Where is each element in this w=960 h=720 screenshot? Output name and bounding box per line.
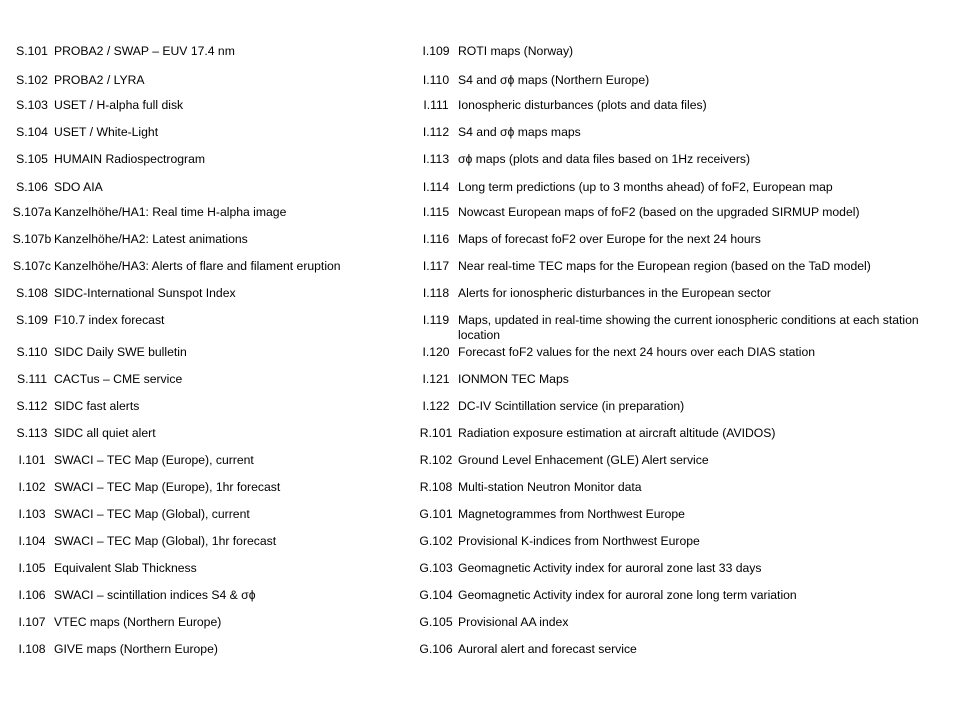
list-item bbox=[10, 561, 410, 576]
list-item bbox=[414, 561, 954, 576]
service-code: I.121 bbox=[422, 372, 450, 386]
service-label: Equivalent Slab Thickness bbox=[54, 561, 197, 575]
service-code: S.112 bbox=[16, 399, 48, 413]
list-item bbox=[414, 426, 954, 441]
service-code: S.113 bbox=[16, 426, 48, 440]
service-label: Nowcast European maps of foF2 (based on the upgraded SIRMUP model) bbox=[458, 205, 860, 219]
service-code: I.118 bbox=[422, 286, 450, 300]
service-code: S.108 bbox=[16, 286, 48, 300]
service-code: G.106 bbox=[419, 642, 453, 656]
service-label: ROTI maps (Norway) bbox=[458, 44, 574, 58]
service-label: Maps of forecast foF2 over Europe for the next 24 hours bbox=[458, 232, 761, 246]
service-label: SWACI – scintillation indices S4 & σϕ bbox=[54, 588, 256, 602]
service-label: Kanzelhöhe/HA3: Alerts of flare and filament eruption bbox=[54, 259, 341, 273]
service-label: S4 and σϕ maps maps bbox=[458, 125, 581, 139]
service-label: Ionospheric disturbances (plots and data files) bbox=[458, 98, 707, 112]
list-item bbox=[414, 588, 954, 603]
service-label: GIVE maps (Northern Europe) bbox=[54, 642, 218, 656]
service-code: S.103 bbox=[16, 98, 48, 112]
service-label: Radiation exposure estimation at aircraft altitude (AVIDOS) bbox=[458, 426, 776, 440]
list-item bbox=[10, 152, 410, 167]
service-code: G.104 bbox=[419, 588, 453, 602]
service-label: SIDC fast alerts bbox=[54, 399, 140, 413]
service-label: Geomagnetic Activity index for auroral zone long term variation bbox=[458, 588, 797, 602]
service-label: Magnetogrammes from Northwest Europe bbox=[458, 507, 685, 521]
list-item bbox=[10, 73, 410, 88]
service-label: SIDC Daily SWE bulletin bbox=[54, 345, 187, 359]
list-item bbox=[10, 205, 410, 220]
service-code: S.104 bbox=[16, 125, 48, 139]
service-code: I.114 bbox=[422, 180, 450, 194]
service-label: SWACI – TEC Map (Europe), 1hr forecast bbox=[54, 480, 281, 494]
service-code: S.110 bbox=[16, 345, 48, 359]
service-code: I.113 bbox=[422, 152, 450, 166]
list-item bbox=[414, 480, 954, 495]
service-label: Forecast foF2 values for the next 24 hours over each DIAS station bbox=[458, 345, 816, 359]
service-code: S.102 bbox=[16, 73, 48, 87]
list-item bbox=[414, 205, 954, 220]
service-code: R.101 bbox=[419, 426, 453, 440]
service-label: HUMAIN Radiospectrogram bbox=[54, 152, 206, 166]
service-code: I.106 bbox=[18, 588, 46, 602]
service-code: I.104 bbox=[18, 534, 46, 548]
list-item bbox=[10, 453, 410, 468]
left-service-list bbox=[10, 38, 410, 657]
list-item bbox=[10, 507, 410, 522]
service-code: I.107 bbox=[18, 615, 46, 629]
service-label: SIDC all quiet alert bbox=[54, 426, 156, 440]
service-label: VTEC maps (Northern Europe) bbox=[54, 615, 222, 629]
service-label: IONMON TEC Maps bbox=[458, 372, 569, 386]
list-item bbox=[10, 259, 410, 274]
service-code: I.103 bbox=[18, 507, 46, 521]
service-label: Geomagnetic Activity index for auroral zone last 33 days bbox=[458, 561, 762, 575]
list-item bbox=[414, 615, 954, 630]
service-code: I.110 bbox=[422, 73, 450, 87]
list-item bbox=[10, 399, 410, 414]
list-item bbox=[10, 426, 410, 441]
service-label: USET / White-Light bbox=[54, 125, 159, 139]
service-label: DC-IV Scintillation service (in preparation) bbox=[458, 399, 685, 413]
list-item bbox=[414, 44, 954, 59]
service-label: σϕ maps (plots and data files based on 1Hz receivers) bbox=[458, 152, 751, 166]
list-item bbox=[10, 345, 410, 360]
service-code: S.107b bbox=[12, 232, 52, 246]
list-item bbox=[414, 259, 954, 274]
service-label: USET / H-alpha full disk bbox=[54, 98, 184, 112]
service-label: Multi-station Neutron Monitor data bbox=[458, 480, 642, 494]
service-code: I.116 bbox=[422, 232, 450, 246]
list-item bbox=[10, 480, 410, 495]
list-item bbox=[10, 615, 410, 630]
service-label: Auroral alert and forecast service bbox=[458, 642, 637, 656]
service-label: Maps, updated in real-time showing the current ionospheric conditions at each station location bbox=[458, 313, 919, 342]
list-item bbox=[414, 286, 954, 301]
service-code: R.102 bbox=[419, 453, 453, 467]
service-code: I.115 bbox=[422, 205, 450, 219]
list-item bbox=[10, 642, 410, 657]
service-label: SWACI – TEC Map (Global), current bbox=[54, 507, 250, 521]
service-code: G.101 bbox=[419, 507, 453, 521]
list-item bbox=[414, 345, 954, 360]
service-label: SWACI – TEC Map (Global), 1hr forecast bbox=[54, 534, 277, 548]
right-service-list bbox=[414, 38, 954, 657]
service-code: I.105 bbox=[18, 561, 46, 575]
list-item bbox=[10, 588, 410, 603]
service-label: SWACI – TEC Map (Europe), current bbox=[54, 453, 254, 467]
list-item bbox=[10, 286, 410, 301]
list-item bbox=[414, 152, 954, 167]
list-item bbox=[10, 98, 410, 113]
list-item bbox=[414, 399, 954, 414]
list-item bbox=[414, 180, 954, 195]
service-label: Near real-time TEC maps for the European region (based on the TaD model) bbox=[458, 259, 871, 273]
service-label: Long term predictions (up to 3 months ahead) of foF2, European map bbox=[458, 180, 833, 194]
service-code: I.122 bbox=[422, 399, 450, 413]
list-item bbox=[414, 98, 954, 113]
list-item bbox=[414, 453, 954, 468]
list-item bbox=[414, 372, 954, 387]
service-code: S.106 bbox=[16, 180, 48, 194]
service-label: Alerts for ionospheric disturbances in the European sector bbox=[458, 286, 771, 300]
list-item bbox=[10, 313, 410, 328]
service-code: I.108 bbox=[18, 642, 46, 656]
service-code: S.105 bbox=[16, 152, 48, 166]
list-item bbox=[414, 642, 954, 657]
list-item bbox=[414, 507, 954, 522]
service-code: I.111 bbox=[423, 98, 449, 112]
list-item bbox=[414, 73, 954, 88]
list-item bbox=[10, 372, 410, 387]
list-item bbox=[10, 534, 410, 549]
service-code: I.112 bbox=[422, 125, 450, 139]
list-item bbox=[414, 534, 954, 549]
service-label: PROBA2 / SWAP – EUV 17.4 nm bbox=[54, 44, 235, 58]
list-item bbox=[10, 44, 410, 59]
service-label: CACTus – CME service bbox=[54, 372, 183, 386]
list-item bbox=[10, 125, 410, 140]
service-code: S.109 bbox=[16, 313, 48, 327]
service-label: Kanzelhöhe/HA1: Real time H-alpha image bbox=[54, 205, 287, 219]
service-code: I.119 bbox=[422, 313, 450, 327]
service-code: I.120 bbox=[422, 345, 450, 359]
service-label: Provisional K-indices from Northwest Europe bbox=[458, 534, 700, 548]
service-label: SDO AIA bbox=[54, 180, 103, 194]
list-item bbox=[10, 180, 410, 195]
list-item bbox=[10, 232, 410, 247]
service-code: S.107a bbox=[12, 205, 52, 219]
service-code: S.111 bbox=[16, 372, 48, 386]
service-code: S.107c bbox=[13, 259, 51, 273]
list-item bbox=[414, 125, 954, 140]
service-code: I.109 bbox=[422, 44, 450, 58]
service-code: S.101 bbox=[16, 44, 48, 58]
service-code: G.103 bbox=[419, 561, 453, 575]
service-label: Provisional AA index bbox=[458, 615, 569, 629]
list-item bbox=[414, 313, 954, 343]
service-label: PROBA2 / LYRA bbox=[54, 73, 145, 87]
service-code: I.102 bbox=[18, 480, 46, 494]
service-label: F10.7 index forecast bbox=[54, 313, 165, 327]
service-code: G.102 bbox=[419, 534, 453, 548]
service-code: I.101 bbox=[18, 453, 46, 467]
service-label: Kanzelhöhe/HA2: Latest animations bbox=[54, 232, 248, 246]
service-label: Ground Level Enhacement (GLE) Alert service bbox=[458, 453, 709, 467]
service-label: SIDC-International Sunspot Index bbox=[54, 286, 236, 300]
service-code: I.117 bbox=[422, 259, 450, 273]
service-label: S4 and σϕ maps (Northern Europe) bbox=[458, 73, 650, 87]
service-code: R.108 bbox=[419, 480, 453, 494]
service-code: G.105 bbox=[419, 615, 453, 629]
list-item bbox=[414, 232, 954, 247]
